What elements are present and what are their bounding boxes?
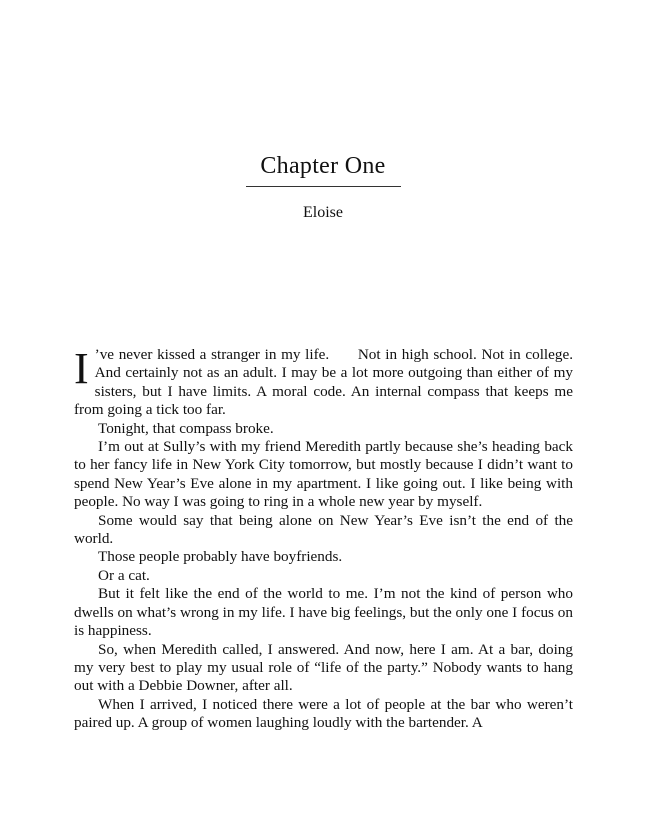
paragraph: When I arrived, I noticed there were a lot of people at the bar who weren’t paired up. A group of women laughing loudly with the bartender. A (74, 695, 573, 732)
paragraph: So, when Meredith called, I answered. And now, here I am. At a bar, doing my very best to play my usual role of “life of the party.” Nobody wants to hang out with a Debbie Downer, after all. (74, 640, 573, 695)
title-divider (246, 186, 401, 187)
chapter-title: Chapter One (260, 153, 386, 179)
paragraph-text: ’ve never kissed a stranger in my life. (94, 346, 330, 363)
paragraph: Some would say that being alone on New Year’s Eve isn’t the end of the world. (74, 511, 573, 548)
paragraph: Or a cat. (98, 566, 150, 584)
paragraph: I’m out at Sully’s with my friend Meredith partly because she’s heading back to her fancy life in New York City tomorrow, but mostly because I didn’t want to spend New Year’s Eve alone in my apartment. I like going out. I like being with people. No way I was going to ring in a whole new year by myself. (74, 438, 573, 511)
paragraph: But it felt like the end of the world to me. I’m not the kind of person who dwells on what’s wrong in my life. I have big feelings, but the only one I focus on is happiness. (74, 585, 573, 640)
paragraph: Those people probably have boyfriends. (98, 548, 343, 566)
pov-character-name: Eloise (303, 204, 343, 221)
paragraph: Tonight, that compass broke. (98, 419, 274, 437)
drop-cap: I (74, 344, 89, 393)
chapter-body (74, 346, 573, 733)
paragraph (74, 346, 573, 420)
paragraph-text: Not in high school. Not in college. And certainly not as an adult. I may be a lot more outgoing than either of my sisters, but I have limits. A moral code. An internal compass that keeps me from going a tick too far. (74, 346, 574, 419)
